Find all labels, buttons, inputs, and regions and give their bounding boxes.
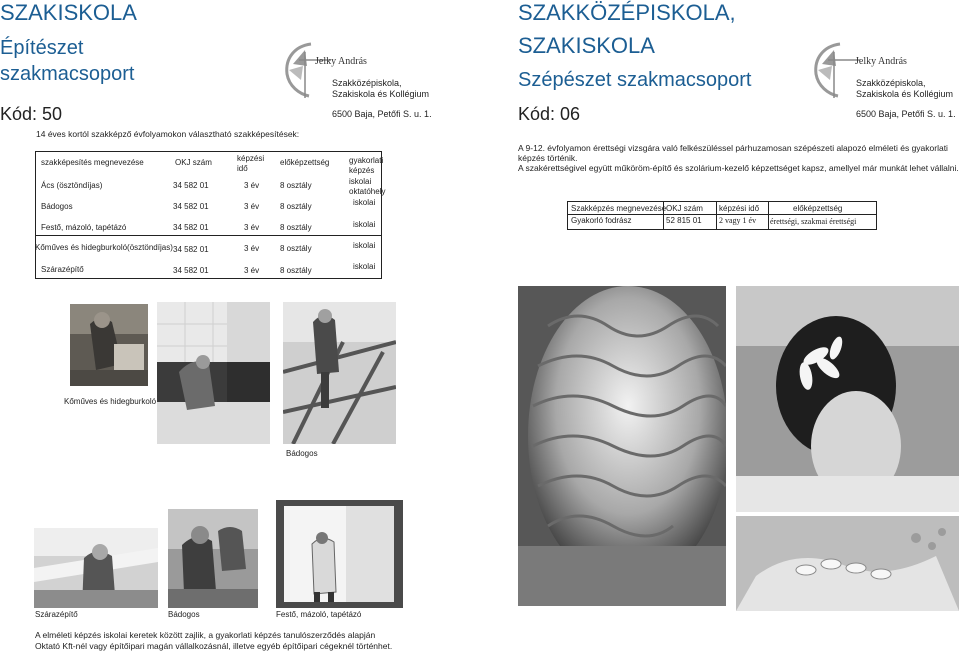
row-gyak-1: iskolai [349,177,372,186]
photo-szarazepito [34,528,158,608]
header-okj: OKJ szám [175,158,212,167]
row-name: Ács (ösztöndíjas) [41,181,103,190]
right-para-line3: A szakérettségivel együtt műköröm-építő és szolárium-kezelő képzettséget kapsz, amellyel már munkát lehet vállalni. [518,163,959,173]
rt-header-ido: képzési idő [719,204,760,213]
row-elo: 8 osztály [280,266,312,275]
right-title-szakkozepiskola: SZAKKÖZÉPISKOLA, [518,0,736,25]
caption-szarazepito: Szárazépítő [35,610,78,619]
row-ido: 3 év [244,223,260,232]
row-name: Szárazépítő [41,265,84,274]
header-ido-1: képzési [237,154,265,163]
row-elo: 8 osztály [280,244,312,253]
header-gyak-1: gyakorlati [349,156,384,165]
header-elo: előképzettség [280,158,330,167]
caption-festo: Festő, mázoló, tapétázó [276,610,362,619]
right-para-line2: képzés történik. [518,153,578,163]
row-okj: 34 582 01 [173,181,209,190]
row-gyak-2: oktatóhely [349,187,386,196]
row-gyak: iskolai [353,220,376,229]
rt-header-name: Szakképzés megnevezése [571,204,667,213]
row-gyak: iskolai [353,198,376,207]
right-code: Kód: 06 [518,104,581,124]
rt-row-okj: 52 815 01 [666,216,702,225]
rt-row-ido: 2 vagy 1 év [719,216,757,225]
photo-komuves-2 [157,302,270,444]
left-logo-brand: Jelky András [315,56,367,67]
photo-nail-art [736,516,959,611]
photo-badogos-2 [168,509,258,608]
left-code: Kód: 50 [0,104,63,124]
header-ido-2: idő [237,164,248,173]
header-name: szakképesítés megnevezése [41,158,144,167]
right-logo-brand: Jelky András [855,56,907,67]
left-logo-line2: Szakiskola és Kollégium [332,89,430,99]
row-ido: 3 év [244,244,260,253]
left-intro: 14 éves kortól szakképző évfolyamokon választható szakképesítések: [36,129,300,139]
left-address: 6500 Baja, Petőfi S. u. 1. [332,109,432,119]
row-name: Festő, mázoló, tapétázó [41,223,127,232]
row-elo: 8 osztály [280,202,312,211]
photo-fingerwave-hair [518,286,726,606]
left-title-szakmacsoport: szakmacsoport [0,63,135,85]
photo-badogos-1 [283,302,396,444]
left-school-logo [283,40,333,100]
photo-bride-flowers [736,286,959,512]
rt-row-name: Gyakorló fodrász [571,216,632,225]
left-title-szakiskola: SZAKISKOLA [0,0,137,25]
caption-badogos: Bádogos [286,449,318,458]
row-ido: 3 év [244,266,260,275]
row-gyak: iskolai [353,262,376,271]
photo-festo [276,500,403,608]
right-address: 6500 Baja, Petőfi S. u. 1. [856,109,956,119]
row-name: Bádogos [41,202,73,211]
row-okj: 34 582 01 [173,202,209,211]
row-elo: 8 osztály [280,181,312,190]
row-ido: 3 év [244,202,260,211]
left-title-epiteszet: Építészet [0,37,84,59]
row-gyak: iskolai [353,241,376,250]
row-ido: 3 év [244,181,260,190]
row-okj: 34 582 01 [173,223,209,232]
left-logo-line1: Szakközépiskola, [332,78,402,88]
rt-header-elo: előképzettség [793,204,843,213]
right-title-szepeszet: Szépészet szakmacsoport [518,69,752,91]
right-logo-line1: Szakközépiskola, [856,78,926,88]
right-logo-line2: Szakiskola és Kollégium [856,89,954,99]
left-footer-line2: Oktató Kft-nél vagy építőipari magán vállalkozásnál, illetve egyéb építőipari cégeknél történhet. [35,641,393,651]
row-elo: 8 osztály [280,223,312,232]
rt-header-okj: OKJ szám [666,204,703,213]
row-okj: 34 582 01 [173,245,209,254]
caption-komuves: Kőműves és hidegburkoló [64,397,157,406]
header-gyak-2: képzés [349,166,375,175]
right-para-line1: A 9-12. évfolyamon érettségi vizsgára való felkészüléssel párhuzamosan szépészeti alapozó elméleti és gyakorlati [518,143,948,153]
rt-row-elo: érettségi, szakmai érettségi [770,217,857,226]
left-footer-line1: A elméleti képzés iskolai keretek között zajlik, a gyakorlati képzés tanulószerződés alapján [35,630,376,640]
right-school-logo [812,40,862,100]
row-okj: 34 582 01 [173,266,209,275]
row-name: Kőműves és hidegburkoló(ösztöndíjas) [35,243,173,252]
right-title-szakiskola: SZAKISKOLA [518,33,655,58]
caption-badogos-2: Bádogos [168,610,200,619]
photo-komuves-1 [70,304,148,386]
